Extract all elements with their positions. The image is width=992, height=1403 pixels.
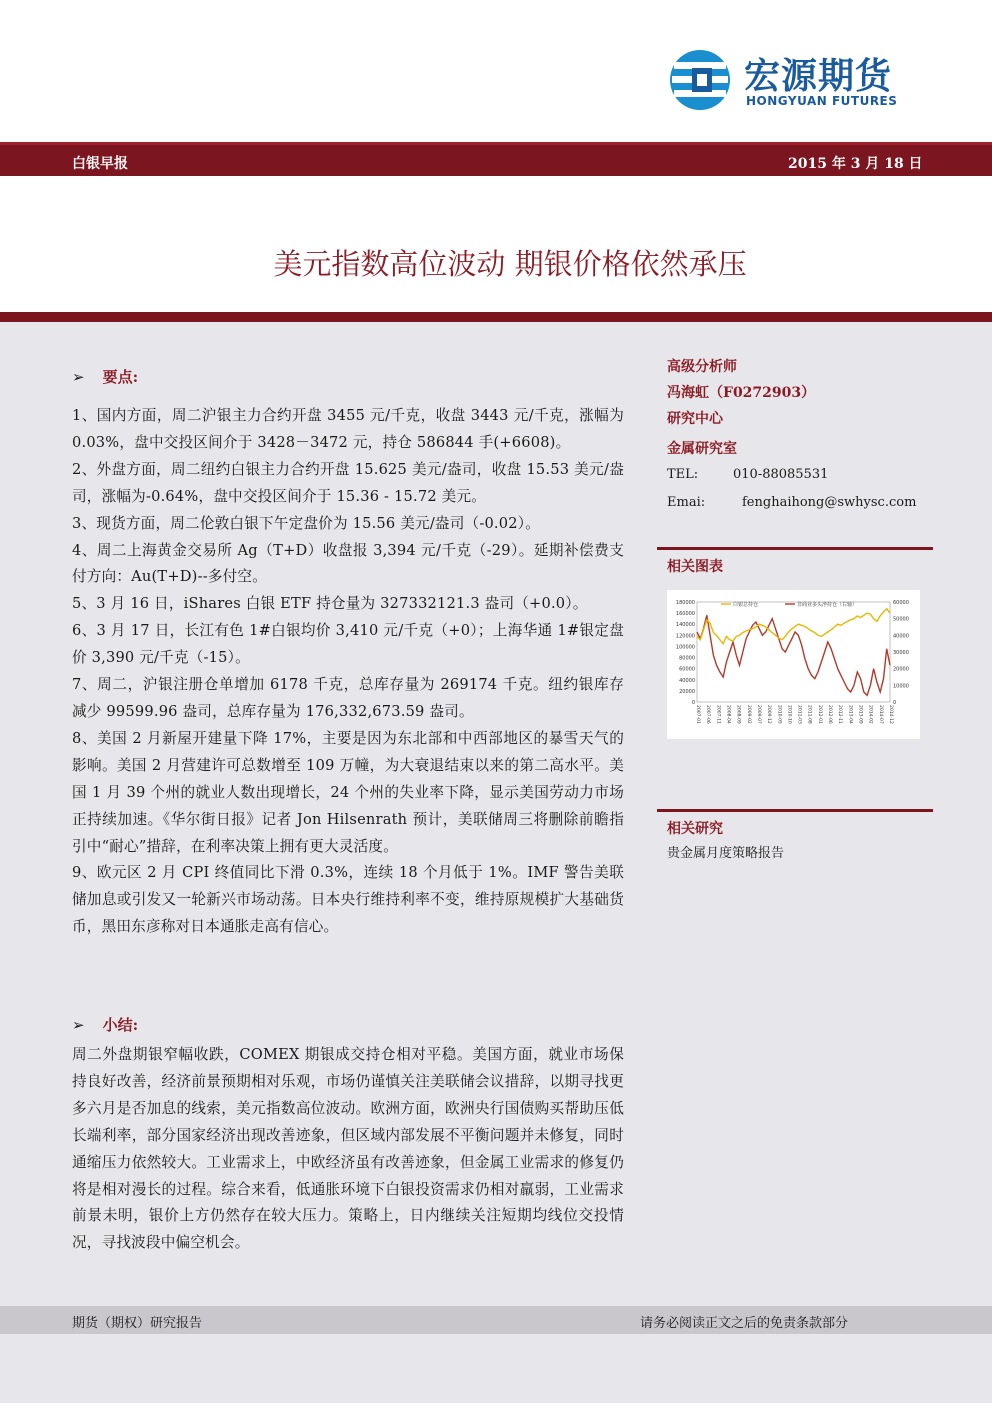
analyst-name: 冯海虹（F0272903）	[667, 385, 816, 401]
related-charts-label: 相关图表	[667, 559, 723, 575]
dept-metals: 金属研究室	[667, 441, 737, 457]
x-tick-label: 2007-06	[705, 705, 711, 724]
dept-research-center: 研究中心	[667, 411, 723, 427]
key-points-heading	[72, 366, 138, 387]
page-title: 美元指数高位波动 期银价格依然承压	[273, 247, 747, 281]
research-link[interactable]: 贵金属月度策略报告	[667, 846, 785, 861]
key-point-2: 2、外盘方面，周二纽约白银主力合约开盘 15.625 美元/盎司，收盘 15.53 美元/盎司，涨幅为-0.64%，盘中交投区间介于 15.36 - 15.72 美元。	[72, 460, 624, 505]
x-tick-label: 2009-12	[766, 705, 772, 724]
x-tick-label: 2007-11	[715, 705, 721, 724]
key-points-body	[72, 403, 624, 941]
report-date: 2015 年 3 月 18 日	[788, 156, 923, 172]
summary-text: 周二外盘期银窄幅收跌，COMEX 期银成交持仓相对平稳。美国方面，就业市场保持良好改善，经济前景预期相对乐观，市场仍谨慎关注美联储会议措辞，以期寻找更多六月是否加息的线索，美元指数高位波动。欧洲方面，欧洲央行国债购买帮助压低长端利率，部分国家经济出现改善迹象，但区域内部发展不平衡问题并未修复，同时通缩压力依然较大。工业需求上，中欧经济虽有改善迹象，但金属工业需求的修复仍将是相对漫长的过程。综合来看，低通胀环境下白银投资需求仍相对羸弱，工业需求前景未明，银价上方仍然存在较大压力。策略上，日内继续关注短期均线位交投情况，寻找波段中偏空机会。	[72, 1046, 624, 1252]
logo-cn-text: 宏源期货	[744, 56, 893, 97]
key-point-4: 4、周二上海黄金交易所 Ag（T+D）收盘报 3,394 元/千克（-29）。延期补偿费支付方向：Au(T+D)--多付空。	[72, 541, 624, 586]
email-link[interactable]: fenghaihong@swhysc.com	[742, 495, 917, 510]
x-tick-label: 2012-01	[816, 705, 822, 724]
key-point-7: 7、周二，沪银注册仓单增加 6178 千克，总库存量为 269174 千克。纽约银库存减少 99599.96 盎司，总库存量为 176,332,673.59 盎司。	[72, 676, 624, 720]
y-left-tick-label: 20000	[679, 688, 695, 695]
x-tick-label: 2013-04	[847, 705, 853, 724]
x-tick-label: 2012-06	[827, 705, 833, 724]
summary-heading	[72, 1014, 138, 1035]
tel-value: 010-88085531	[733, 467, 829, 482]
y-right-tick-label: 0	[893, 700, 897, 706]
legend-label-total: 白银总持仓	[733, 602, 759, 608]
key-point-9: 9、欧元区 2 月 CPI 终值同比下滑 0.3%，连续 18 个月低于 1%。IMF 警告美联储加息或引发又一轮新兴市场动荡。日本央行维持利率不变，维持原规模扩大基础货币，黑田东彦称对日本通胀走高有信心。	[72, 864, 624, 936]
y-left-tick-label: 180000	[675, 600, 695, 606]
x-tick-label: 2008-04	[725, 705, 731, 724]
x-tick-label: 2014-07	[877, 705, 883, 724]
key-point-8: 8、美国 2 月新屋开建量下降 17%，主要是因为东北部和中西部地区的暴雪天气的影响。美国 2 月营建许可总数增至 109 万幢，为大衰退结束以来的第二高水平。美国 1 月 39 个州的就业人数出现增长，24 个州的失业率下降，显示美国劳动力市场正持续加速。《华尔街日报》记者 Jon Hilsenrath 预计，美联储周三将删除前瞻指引中“耐心”措辞，在利率决策上拥有更大灵活度。	[72, 729, 624, 855]
y-left-tick-label: 0	[691, 700, 695, 706]
x-tick-label: 2012-11	[837, 705, 843, 724]
summary-body	[72, 1042, 624, 1257]
x-tick-label: 2011-03	[796, 705, 802, 724]
holdings-chart	[667, 590, 920, 739]
x-tick-label: 2010-05	[776, 705, 782, 724]
y-right-tick-label: 50000	[893, 616, 909, 623]
key-point-6: 6、3 月 17 日，长江有色 1#白银均价 3,410 元/千克（+0）；上海华通 1#银定盘价 3,390 元/千克（-15）。	[72, 622, 624, 667]
arrow-bullet-icon: ➢	[72, 368, 85, 386]
y-right-tick-label: 40000	[893, 633, 909, 640]
key-point-3: 3、现货方面，周二伦敦白银下午定盘价为 15.56 美元/盎司（-0.02）。	[72, 514, 541, 532]
logo-emblem-icon	[668, 48, 736, 112]
report-banner	[0, 142, 992, 176]
x-tick-label: 2011-08	[806, 705, 812, 724]
y-left-tick-label: 100000	[675, 644, 695, 651]
y-right-tick-label: 20000	[893, 666, 909, 673]
y-left-tick-label: 160000	[675, 611, 695, 618]
footer-left: 期货（期权）研究报告	[72, 1316, 203, 1331]
key-point-1: 1、国内方面，周二沪银主力合约开盘 3455 元/千克，收盘 3443 元/千克，涨幅为 0.03%，盘中交投区间介于 3428－3472 元，持仓 586844 手(+6608)。	[72, 407, 624, 451]
divider-bar	[0, 312, 992, 322]
email-label: Emai:	[667, 495, 706, 510]
header-area	[0, 0, 992, 142]
key-points-label: 要点:	[102, 368, 139, 386]
y-right-tick-label: 30000	[893, 650, 909, 656]
x-tick-label: 2008-09	[735, 705, 741, 724]
y-left-tick-label: 120000	[675, 633, 695, 640]
y-left-tick-label: 40000	[679, 677, 695, 684]
arrow-bullet-icon: ➢	[72, 1016, 85, 1034]
logo-en-text: HONGYUAN FUTURES	[746, 94, 898, 108]
x-tick-label: 2007-01	[695, 705, 700, 724]
y-left-tick-label: 140000	[675, 622, 695, 629]
footer-bar	[0, 1306, 992, 1334]
related-charts-header	[657, 547, 933, 577]
analyst-title: 高级分析师	[667, 359, 737, 375]
company-logo	[668, 46, 918, 116]
report-type: 白银早报	[72, 156, 128, 172]
x-tick-label: 2013-09	[857, 705, 863, 724]
x-tick-label: 2010-10	[786, 705, 792, 724]
chart-svg	[667, 590, 920, 739]
y-left-tick-label: 80000	[679, 655, 695, 662]
y-left-tick-label: 60000	[679, 666, 695, 673]
footer-disclaimer: 请务必阅读正文之后的免责条款部分	[640, 1316, 849, 1331]
related-research-label: 相关研究	[667, 821, 723, 837]
tel-label: TEL:	[667, 467, 699, 482]
y-right-tick-label: 10000	[893, 683, 909, 690]
key-point-5: 5、3 月 16 日，iShares 白银 ETF 持仓量为 327332121.3 盎司（+0.0）。	[72, 595, 588, 613]
x-tick-label: 2009-02	[745, 705, 751, 724]
legend-label-net: 非商业多头净持仓（右轴）	[797, 602, 858, 608]
related-research-header	[657, 809, 933, 839]
y-right-tick-label: 60000	[893, 600, 909, 606]
summary-label: 小结:	[102, 1016, 139, 1034]
x-tick-label: 2014-02	[867, 705, 873, 724]
x-tick-label: 2009-07	[755, 705, 761, 724]
x-tick-label: 2014-12	[888, 705, 893, 724]
